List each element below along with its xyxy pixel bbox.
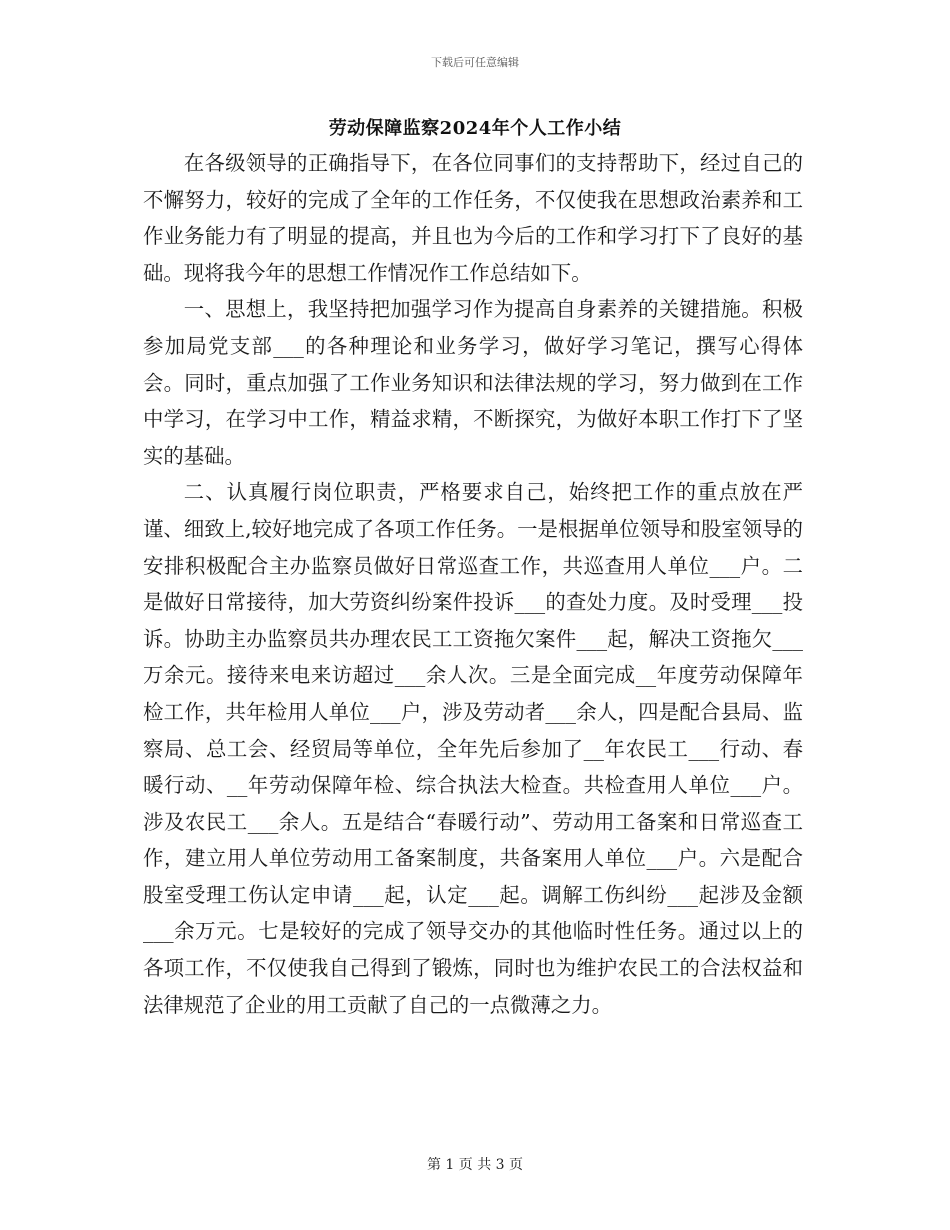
document-title: 劳动保障监察2024年个人工作小结 [328, 118, 622, 139]
document-body [143, 145, 803, 1023]
page-header-note: 下载后可任意编辑 [431, 56, 519, 69]
paragraph-duties: 二、认真履行岗位职责，严格要求自己，始终把工作的重点放在严谨、细致上,较好地完成了各项工作任务。一是根据单位领导和股室领导的安排积极配合主办监察员做好日常巡查工作，共巡查用人单位___户。二是做好日常接待，加大劳资纠纷案件投诉___的查处力度。及时受理___投诉。协助主办监察员共办理农民工工资拖欠案件___起，解决工资拖欠___万余元。接待来电来访超过___余人次。三是全面完成__年度劳动保障年检工作，共年检用人单位___户，涉及劳动者___余人，四是配合县局、监察局、总工会、经贸局等单位，全年先后参加了__年农民工___行动、春暖行动、__年劳动保障年检、综合执法大检查。共检查用人单位___户。涉及农民工___余人。五是结合“春暖行动”、劳动用工备案和日常巡查工作，建立用人单位劳动用工备案制度，共备案用人单位___户。六是配合股室受理工伤认定申请___起，认定___起。调解工伤纠纷___起涉及金额___余万元。七是较好的完成了领导交办的其他临时性任务。通过以上的各项工作，不仅使我自己得到了锻炼，同时也为维护农民工的合法权益和法律规范了企业的用工贡献了自己的一点微薄之力。 [143, 480, 803, 1017]
paragraph-intro: 在各级领导的正确指导下，在各位同事们的支持帮助下，经过自己的不懈努力，较好的完成了全年的工作任务，不仅使我在思想政治素养和工作业务能力有了明显的提高，并且也为今后的工作和学习打下了良好的基础。现将我今年的思想工作情况作工作总结如下。 [143, 151, 803, 285]
paragraph-ideology: 一、思想上，我坚持把加强学习作为提高自身素养的关键措施。积极参加局党支部___的各种理论和业务学习，做好学习笔记，撰写心得体会。同时，重点加强了工作业务知识和法律法规的学习，努力做到在工作中学习，在学习中工作，精益求精，不断探究，为做好本职工作打下了坚实的基础。 [143, 297, 803, 468]
page-number-footer: 第 1 页 共 3 页 [426, 1157, 524, 1173]
